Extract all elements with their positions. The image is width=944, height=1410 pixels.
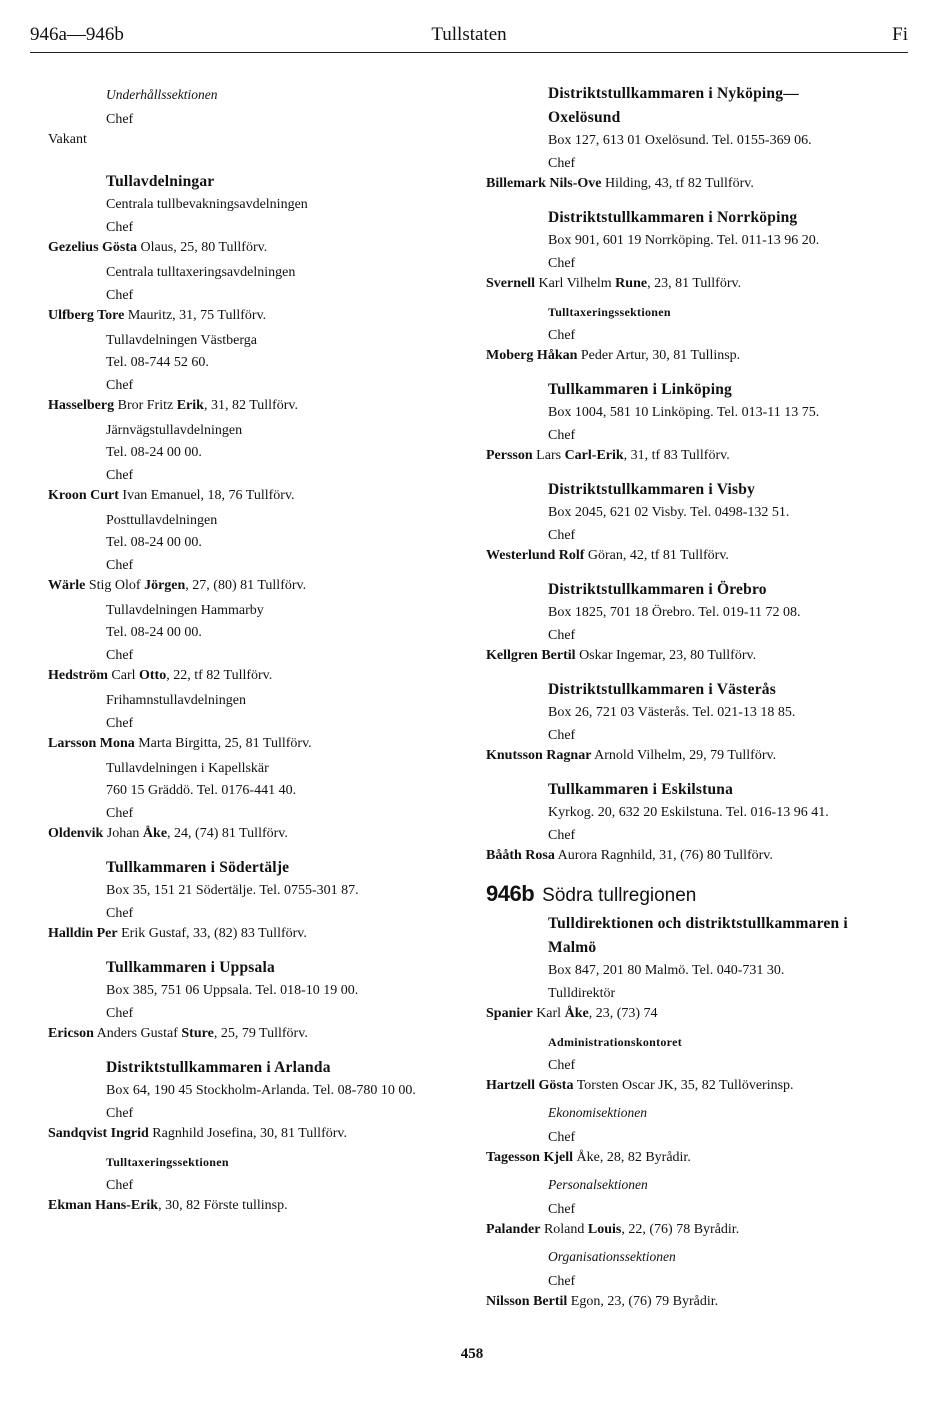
- person-entry: Ericson Anders Gustaf Sture, 25, 79 Tullförv.: [48, 1026, 308, 1041]
- role-label: Tulldirektör: [548, 986, 616, 1001]
- role-label: Chef: [106, 220, 134, 235]
- unit-entry: [48, 330, 468, 416]
- section-entry: [486, 300, 926, 366]
- person-entry: Persson Lars Carl-Erik, 31, tf 83 Tullförv.: [486, 448, 730, 463]
- office-title: Distriktstullkammaren i Örebro: [548, 581, 767, 598]
- office-address: Box 64, 190 45 Stockholm-Arlanda. Tel. 08-780 10 00.: [106, 1083, 416, 1098]
- role-label: Chef: [106, 378, 134, 393]
- section-entry: [48, 1150, 468, 1216]
- person-entry: Bååth Rosa Aurora Ragnhild, 31, (76) 80 Tullförv.: [486, 848, 773, 863]
- role-label: Chef: [106, 806, 134, 821]
- role-label: Chef: [106, 288, 134, 303]
- section-heading: Tulltaxeringssektionen: [106, 1155, 229, 1169]
- section-heading: Personalsektionen: [548, 1177, 648, 1192]
- unit-name: Järnvägstullavdelningen: [106, 423, 243, 438]
- header-country-code: Fi: [892, 24, 908, 45]
- role-label: Chef: [548, 1130, 576, 1145]
- office-title: Distriktstullkammaren i Norrköping: [548, 209, 798, 226]
- person-entry: Billemark Nils-Ove Hilding, 43, tf 82 Tullförv.: [486, 176, 754, 191]
- person-entry: Hedström Carl Otto, 22, tf 82 Tullförv.: [48, 668, 273, 683]
- underhall-section: [48, 82, 468, 150]
- unit-phone: 760 15 Gräddö. Tel. 0176-441 40.: [106, 783, 297, 798]
- role-label: Chef: [106, 1178, 134, 1193]
- role-label: Chef: [106, 648, 134, 663]
- right-column: [486, 78, 926, 1312]
- unit-name: Posttullavdelningen: [106, 513, 218, 528]
- unit-phone: Tel. 08-744 52 60.: [106, 355, 209, 370]
- office-entry: [486, 206, 926, 294]
- person-entry: Gezelius Gösta Olaus, 25, 80 Tullförv.: [48, 240, 268, 255]
- office-entry: [486, 82, 926, 194]
- role-label: Chef: [548, 428, 576, 443]
- person-entry: Wärle Stig Olof Jörgen, 27, (80) 81 Tullförv.: [48, 578, 307, 593]
- person-entry: Larsson Mona Marta Birgitta, 25, 81 Tullförv.: [48, 736, 312, 751]
- person-entry: Moberg Håkan Peder Artur, 30, 81 Tullinsp.: [486, 348, 741, 363]
- office-title-cont: Oxelösund: [548, 109, 621, 126]
- section-heading: Tulltaxeringssektionen: [548, 305, 671, 319]
- office-address: Box 847, 201 80 Malmö. Tel. 040-731 30.: [548, 963, 785, 978]
- person-entry: Ekman Hans-Erik, 30, 82 Förste tullinsp.: [48, 1198, 288, 1213]
- left-column: [48, 82, 468, 1216]
- office-entry: [48, 1056, 468, 1144]
- role-label: Chef: [548, 1274, 576, 1289]
- unit-entry: [48, 194, 468, 258]
- section-entry: [486, 1244, 926, 1312]
- section-entry: [486, 1100, 926, 1168]
- role-label: Chef: [548, 156, 576, 171]
- office-title: Tullkammaren i Uppsala: [106, 959, 275, 976]
- page-number: 458: [460, 1346, 484, 1362]
- unit-phone: Tel. 08-24 00 00.: [106, 445, 202, 460]
- person-entry: Spanier Karl Åke, 23, (73) 74: [486, 1006, 658, 1021]
- tullavdelningar-heading: Tullavdelningar: [106, 173, 215, 190]
- office-entry: [486, 378, 926, 466]
- person-entry: Palander Roland Louis, 22, (76) 78 Byrådir.: [486, 1222, 740, 1237]
- person-entry: Svernell Karl Vilhelm Rune, 23, 81 Tullförv.: [486, 276, 742, 291]
- office-title: Distriktstullkammaren i Västerås: [548, 681, 776, 698]
- person-entry: Oldenvik Johan Åke, 24, (74) 81 Tullförv.: [48, 826, 288, 841]
- role-label: Chef: [548, 1058, 576, 1073]
- person-entry: Tagesson Kjell Åke, 28, 82 Byrådir.: [486, 1150, 691, 1165]
- unit-entry: [48, 600, 468, 686]
- office-address: Box 2045, 621 02 Visby. Tel. 0498-132 51.: [548, 505, 790, 520]
- office-entry: [486, 678, 926, 766]
- office-title-cont: Malmö: [548, 939, 597, 956]
- role-label: Chef: [548, 528, 576, 543]
- page-header: [30, 22, 908, 53]
- role-label: Chef: [106, 1106, 134, 1121]
- unit-entry: [48, 690, 468, 754]
- unit-phone: Tel. 08-24 00 00.: [106, 535, 202, 550]
- unit-name: Tullavdelningen i Kapellskär: [106, 761, 269, 776]
- unit-name: Centrala tullbevakningsavdelningen: [106, 197, 308, 212]
- unit-entry: [48, 420, 468, 506]
- office-title: Tullkammaren i Södertälje: [106, 859, 290, 876]
- person-entry: Sandqvist Ingrid Ragnhild Josefina, 30, 81 Tullförv.: [48, 1126, 347, 1141]
- office-title: Tullkammaren i Eskilstuna: [548, 781, 734, 798]
- role-label: Chef: [548, 728, 576, 743]
- office-entry: [486, 778, 926, 866]
- office-address: Kyrkog. 20, 632 20 Eskilstuna. Tel. 016-13 96 41.: [548, 805, 829, 820]
- unit-entry: [48, 510, 468, 596]
- office-address: Box 127, 613 01 Oxelösund. Tel. 0155-369 06.: [548, 133, 812, 148]
- role-label: Chef: [106, 906, 134, 921]
- person-entry: Knutsson Ragnar Arnold Vilhelm, 29, 79 Tullförv.: [486, 748, 777, 763]
- section-heading: Underhållssektionen: [106, 87, 218, 102]
- person-entry: Halldin Per Erik Gustaf, 33, (82) 83 Tullförv.: [48, 926, 307, 941]
- section-heading: Organisationssektionen: [548, 1249, 676, 1264]
- office-address: Box 35, 151 21 Södertälje. Tel. 0755-301 87.: [106, 883, 359, 898]
- person-entry: Ulfberg Tore Mauritz, 31, 75 Tullförv.: [48, 308, 267, 323]
- header-section-range: 946a—946b: [30, 24, 124, 45]
- region-name: Södra tullregionen: [542, 885, 697, 906]
- section-entry: [486, 1172, 926, 1240]
- person-entry: Kroon Curt Ivan Emanuel, 18, 76 Tullförv.: [48, 488, 295, 503]
- section-heading: Administrationskontoret: [548, 1035, 683, 1049]
- office-title: Tullkammaren i Linköping: [548, 381, 732, 398]
- unit-name: Centrala tulltaxeringsavdelningen: [106, 265, 296, 280]
- region-number: 946b: [486, 881, 535, 906]
- office-address: Box 1004, 581 10 Linköping. Tel. 013-11 13 75.: [548, 405, 820, 420]
- role-label: Chef: [548, 628, 576, 643]
- office-title: Tulldirektionen och distriktstullkammaren i: [548, 915, 848, 932]
- role-label: Chef: [106, 1006, 134, 1021]
- person-entry: Hartzell Gösta Torsten Oscar JK, 35, 82 Tullöverinsp.: [486, 1078, 794, 1093]
- office-entry: [486, 578, 926, 666]
- office-address: Box 385, 751 06 Uppsala. Tel. 018-10 19 00.: [106, 983, 359, 998]
- office-entry: [486, 912, 926, 1024]
- role-label: Chef: [106, 468, 134, 483]
- role-label: Chef: [548, 256, 576, 271]
- office-entry: [486, 478, 926, 566]
- office-title: Distriktstullkammaren i Arlanda: [106, 1059, 331, 1076]
- role-label: Chef: [106, 558, 134, 573]
- header-title: Tullstaten: [431, 24, 507, 45]
- unit-entry: [48, 758, 468, 844]
- unit-name: Tullavdelningen Västberga: [106, 333, 258, 348]
- office-title: Distriktstullkammaren i Nyköping—: [548, 85, 799, 102]
- role-label: Chef: [548, 828, 576, 843]
- unit-phone: Tel. 08-24 00 00.: [106, 625, 202, 640]
- region-heading: [486, 880, 926, 912]
- office-address: Box 26, 721 03 Västerås. Tel. 021-13 18 85.: [548, 705, 796, 720]
- person-entry: Nilsson Bertil Egon, 23, (76) 79 Byrådir.: [486, 1294, 719, 1309]
- office-address: Box 901, 601 19 Norrköping. Tel. 011-13 96 20.: [548, 233, 820, 248]
- section-entry: [486, 1030, 926, 1096]
- office-address: Box 1825, 701 18 Örebro. Tel. 019-11 72 08.: [548, 605, 801, 620]
- unit-name: Frihamnstullavdelningen: [106, 693, 246, 708]
- section-heading: Ekonomisektionen: [548, 1105, 647, 1120]
- role-label: Chef: [548, 328, 576, 343]
- role-label: Chef: [106, 112, 134, 127]
- office-entry: [48, 856, 468, 944]
- person-entry: Kellgren Bertil Oskar Ingemar, 23, 80 Tullförv.: [486, 648, 757, 663]
- unit-name: Tullavdelningen Hammarby: [106, 603, 264, 618]
- person-entry: Westerlund Rolf Göran, 42, tf 81 Tullförv.: [486, 548, 729, 563]
- unit-entry: [48, 262, 468, 326]
- office-entry: [48, 956, 468, 1044]
- person-entry: Vakant: [48, 132, 87, 147]
- office-title: Distriktstullkammaren i Visby: [548, 481, 756, 498]
- role-label: Chef: [106, 716, 134, 731]
- person-entry: Hasselberg Bror Fritz Erik, 31, 82 Tullförv.: [48, 398, 298, 413]
- role-label: Chef: [548, 1202, 576, 1217]
